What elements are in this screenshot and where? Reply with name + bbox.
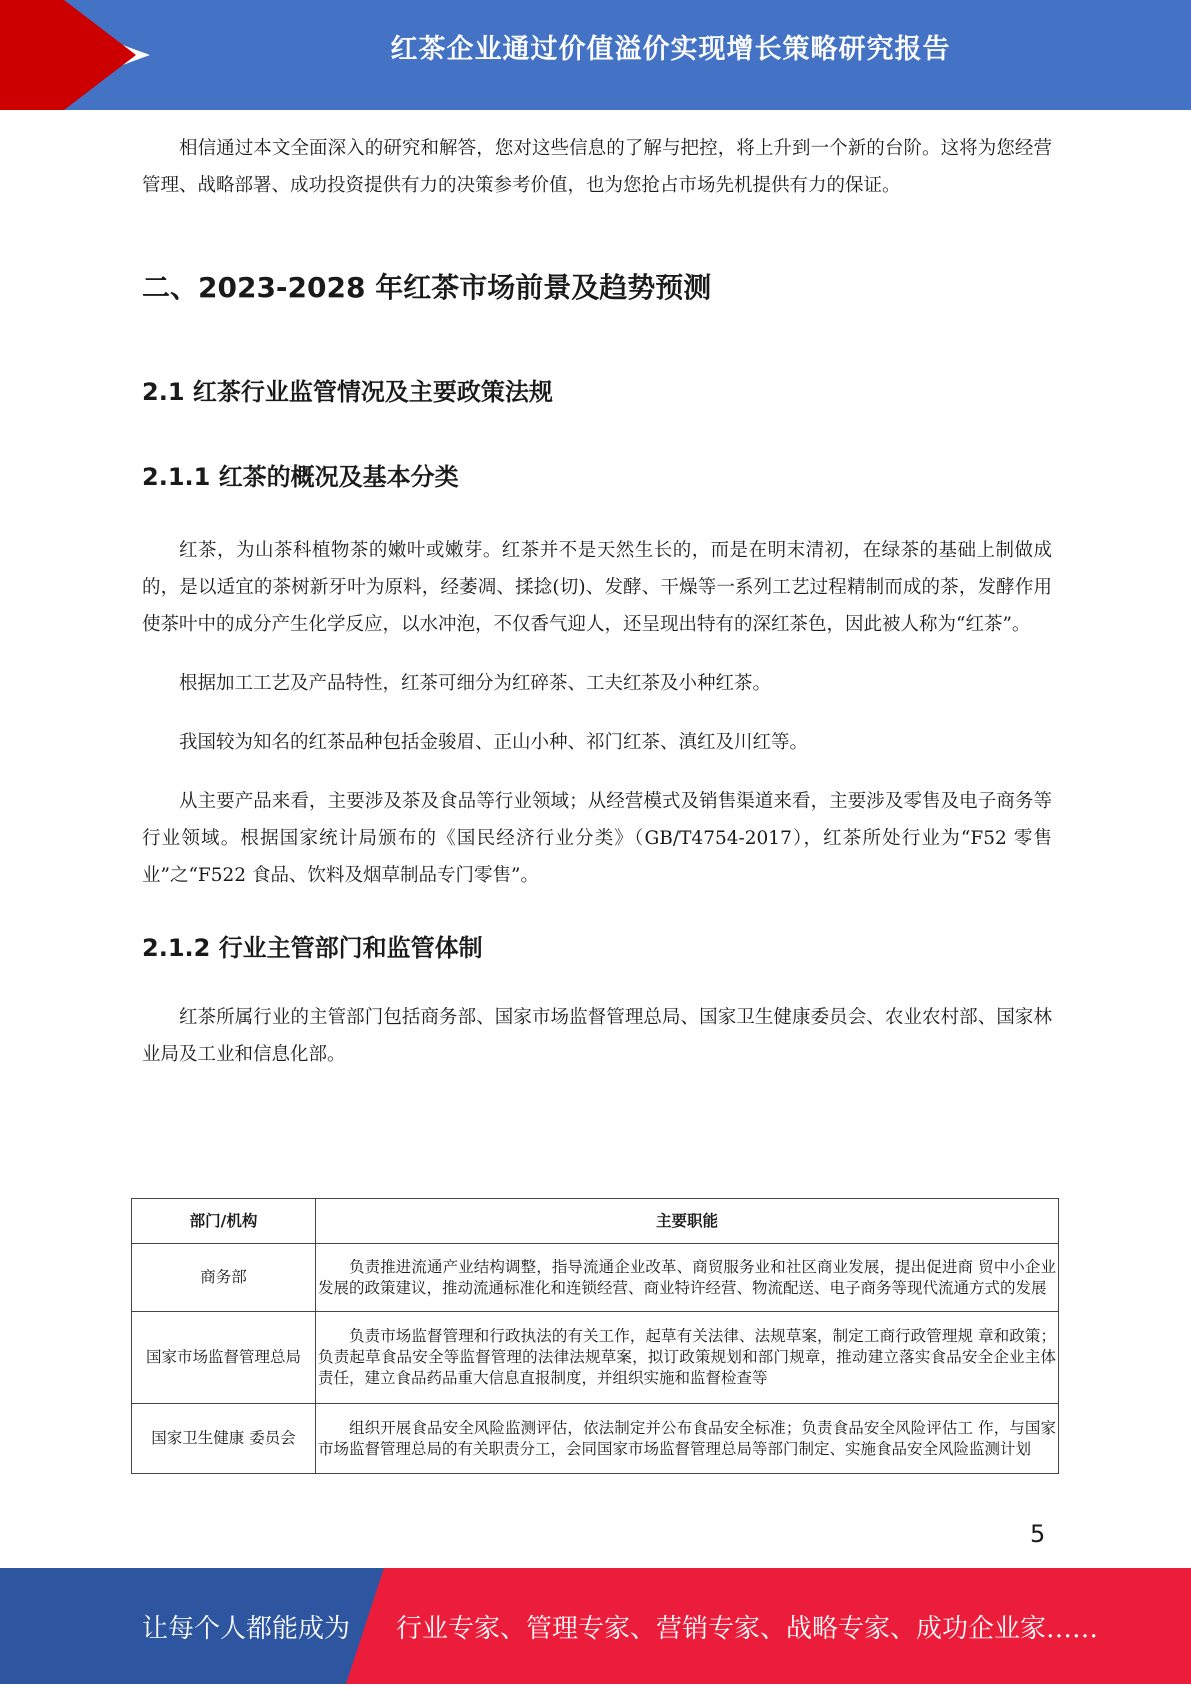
paragraph: 我国较为知名的红茶品种包括金骏眉、正山小种、祁门红茶、滇红及川红等。 — [179, 732, 809, 753]
subsubsection-heading-2: 2.1.2 行业主管部门和监管体制 — [142, 934, 483, 962]
footer-slogan-left: 让每个人都能成为 — [142, 1614, 351, 1644]
header-red-block — [0, 0, 64, 110]
table-cell-duty: 组织开展食品安全风险监测评估，依法制定并公布食品安全标准；负责食品安全风险评估工 作，与国家市场监督管理总局的有关职责分工，会同国家市场监督管理总局等部门制定、实施食品安全风险监测计划 — [316, 1404, 1059, 1474]
paragraph: 红茶，为山茶科植物茶的嫩叶或嫩芽。红茶并不是天然生长的，而是在明末清初，在绿茶的基础上制做成的，是以适宜的茶树新牙叶为原料，经萎凋、揉捻(切)、发酵、干燥等一系列工艺过程精制而成的茶，发酵作用使茶叶中的成分产生化学反应，以水冲泡，不仅香气迎人，还呈现出特有的深红茶色，因此被人称为“红茶”。 — [142, 540, 1052, 635]
header-red-chevron — [64, 0, 136, 110]
footer-slogan-right: 行业专家、管理专家、营销专家、战略专家、成功企业家…… — [396, 1614, 1099, 1644]
table-page-break — [0, 1478, 1191, 1498]
subsection-heading: 2.1 红茶行业监管情况及主要政策法规 — [142, 378, 553, 406]
table-cell-duty: 负责推进流通产业结构调整，指导流通企业改革、商贸服务业和社区商业发展，提出促进商 贸中小企业发展的政策建议，推动流通标准化和连锁经营、商业特许经营、物流配送、电子商务等现代流通方式的发展 — [316, 1244, 1059, 1312]
table-cell-duty: 负责市场监督管理和行政执法的有关工作，起草有关法律、法规草案，制定工商行政管理规 章和政策；负责起草食品安全等监督管理的法律法规草案，拟订政策规划和部门规章，推动建立落实食品安全企业主体责任，建立食品药品重大信息直报制度，并组织实施和监督检查等 — [316, 1312, 1059, 1404]
document-body — [142, 130, 1052, 1073]
table-cell-dept: 商务部 — [132, 1244, 316, 1312]
page-footer — [0, 1568, 1191, 1684]
page-header — [0, 0, 1191, 110]
table-header-row — [132, 1199, 1059, 1244]
table-row — [132, 1312, 1059, 1404]
paragraph: 红茶所属行业的主管部门包括商务部、国家市场监督管理总局、国家卫生健康委员会、农业农村部、国家林业局及工业和信息化部。 — [142, 1007, 1052, 1065]
table-cell-dept: 国家卫生健康 委员会 — [132, 1404, 316, 1474]
subsubsection-heading-1: 2.1.1 红茶的概况及基本分类 — [142, 463, 459, 491]
table-row — [132, 1244, 1059, 1312]
table-header-duty: 主要职能 — [316, 1199, 1059, 1244]
intro-paragraph: 相信通过本文全面深入的研究和解答，您对这些信息的了解与把控，将上升到一个新的台阶。这将为您经营管理、战略部署、成功投资提供有力的决策参考价值，也为您抢占市场先机提供有力的保证。 — [142, 138, 1052, 196]
table-row — [132, 1404, 1059, 1474]
paragraph: 从主要产品来看，主要涉及茶及食品等行业领域；从经营模式及销售渠道来看，主要涉及零售及电子商务等行业领域。根据国家统计局颁布的《国民经济行业分类》（GB/T4754-2017），红茶所处行业为“F52 零售业”之“F522 食品、饮料及烟草制品专门零售”。 — [142, 791, 1052, 886]
table-header-dept: 部门/机构 — [132, 1199, 316, 1244]
table-cell-dept: 国家市场监督管理总局 — [132, 1312, 316, 1404]
regulator-table — [131, 1198, 1059, 1474]
report-title: 红茶企业通过价值溢价实现增长策略研究报告 — [390, 34, 951, 65]
section-heading: 二、2023-2028 年红茶市场前景及趋势预测 — [142, 271, 712, 304]
page-number: 5 — [1030, 1520, 1046, 1548]
paragraph: 根据加工工艺及产品特性，红茶可细分为红碎茶、工夫红茶及小种红茶。 — [179, 673, 772, 694]
